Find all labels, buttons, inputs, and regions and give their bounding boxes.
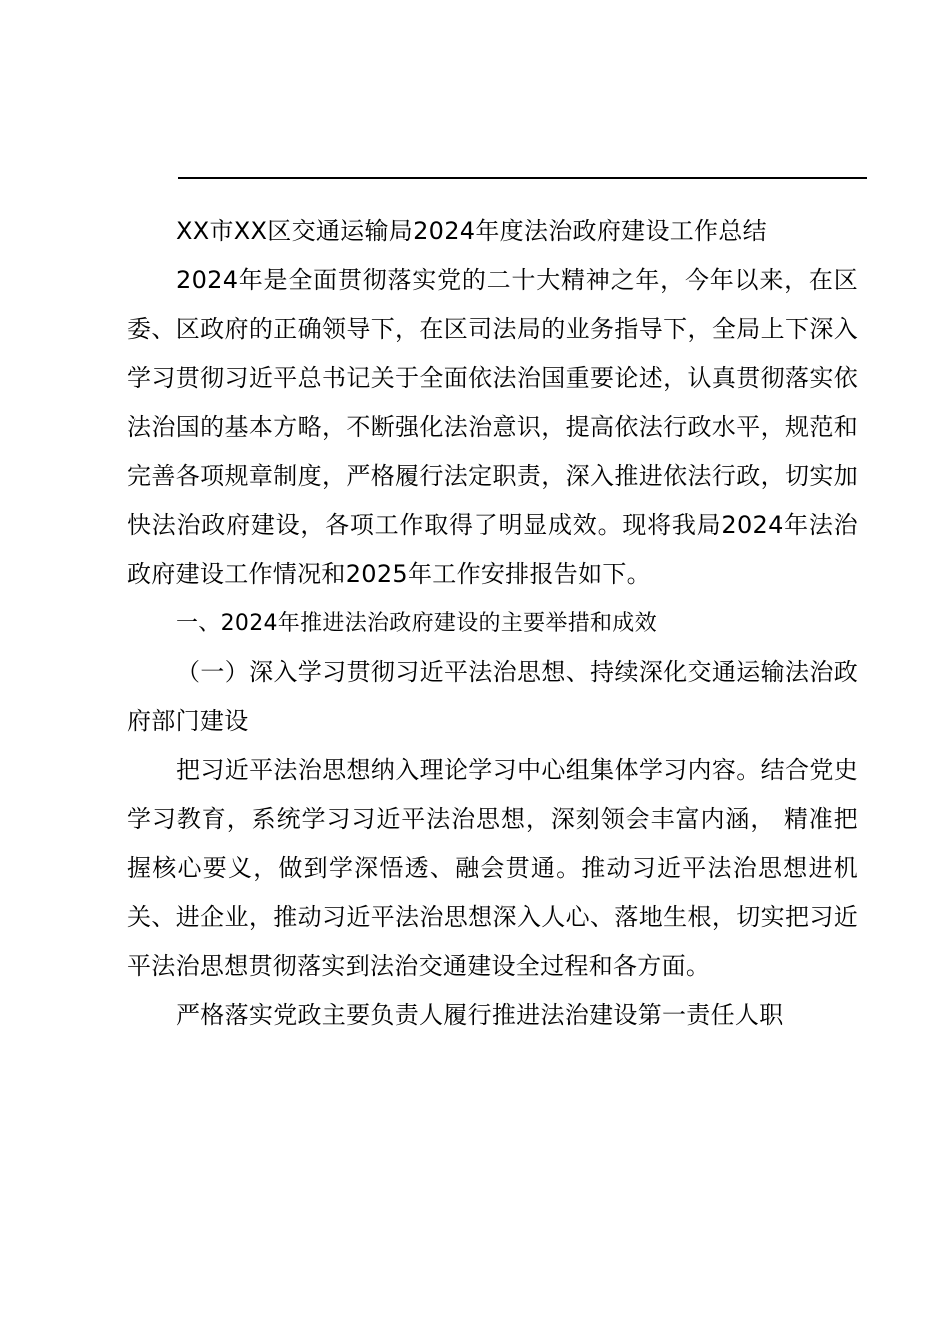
subsection-heading-1: （一）深入学习贯彻习近平法治思想、持续深化交通运输法治政府部门建设 [127,658,858,735]
intro-paragraph: 2024年是全面贯彻落实党的二十大精神之年，今年以来，在区委、区政府的正确领导下，在区司法局的业务指导下，全局上下深入学习贯彻习近平总书记关于全面依法治国重要论述，认真贯彻落实依法治国的基本方略，不断强化法治意识，提高依法行政水平，规范和完善各项规章制度，严格履行法定职责，深入推进依法行政，切实加快法治政府建设，各项工作取得了明显成效。现将我局2024年法治政府建设工作情况和2025年工作安排报告如下。 [127,266,858,588]
body-paragraph-1: 把习近平法治思想纳入理论学习中心组集体学习内容。结合党史学习教育，系统学习习近平法治思想，深刻领会丰富内涵， 精准把握核心要义，做到学深悟透、融会贯通。推动习近平法治思想进机关、进企业，推动习近平法治思想深入人心、落地生根，切实把习近平法治思想贯彻落实到法治交通建设全过程和各方面。 [127,756,858,980]
body-paragraph-2: 严格落实党政主要负责人履行推进法治建设第一责任人职 [176,1001,784,1029]
header-rule [178,177,867,179]
section-heading-1: 一、2024年推进法治政府建设的主要举措和成效 [176,611,657,636]
document-body [127,207,858,1040]
document-title: XX市XX区交通运输局2024年度法治政府建设工作总结 [176,217,767,245]
